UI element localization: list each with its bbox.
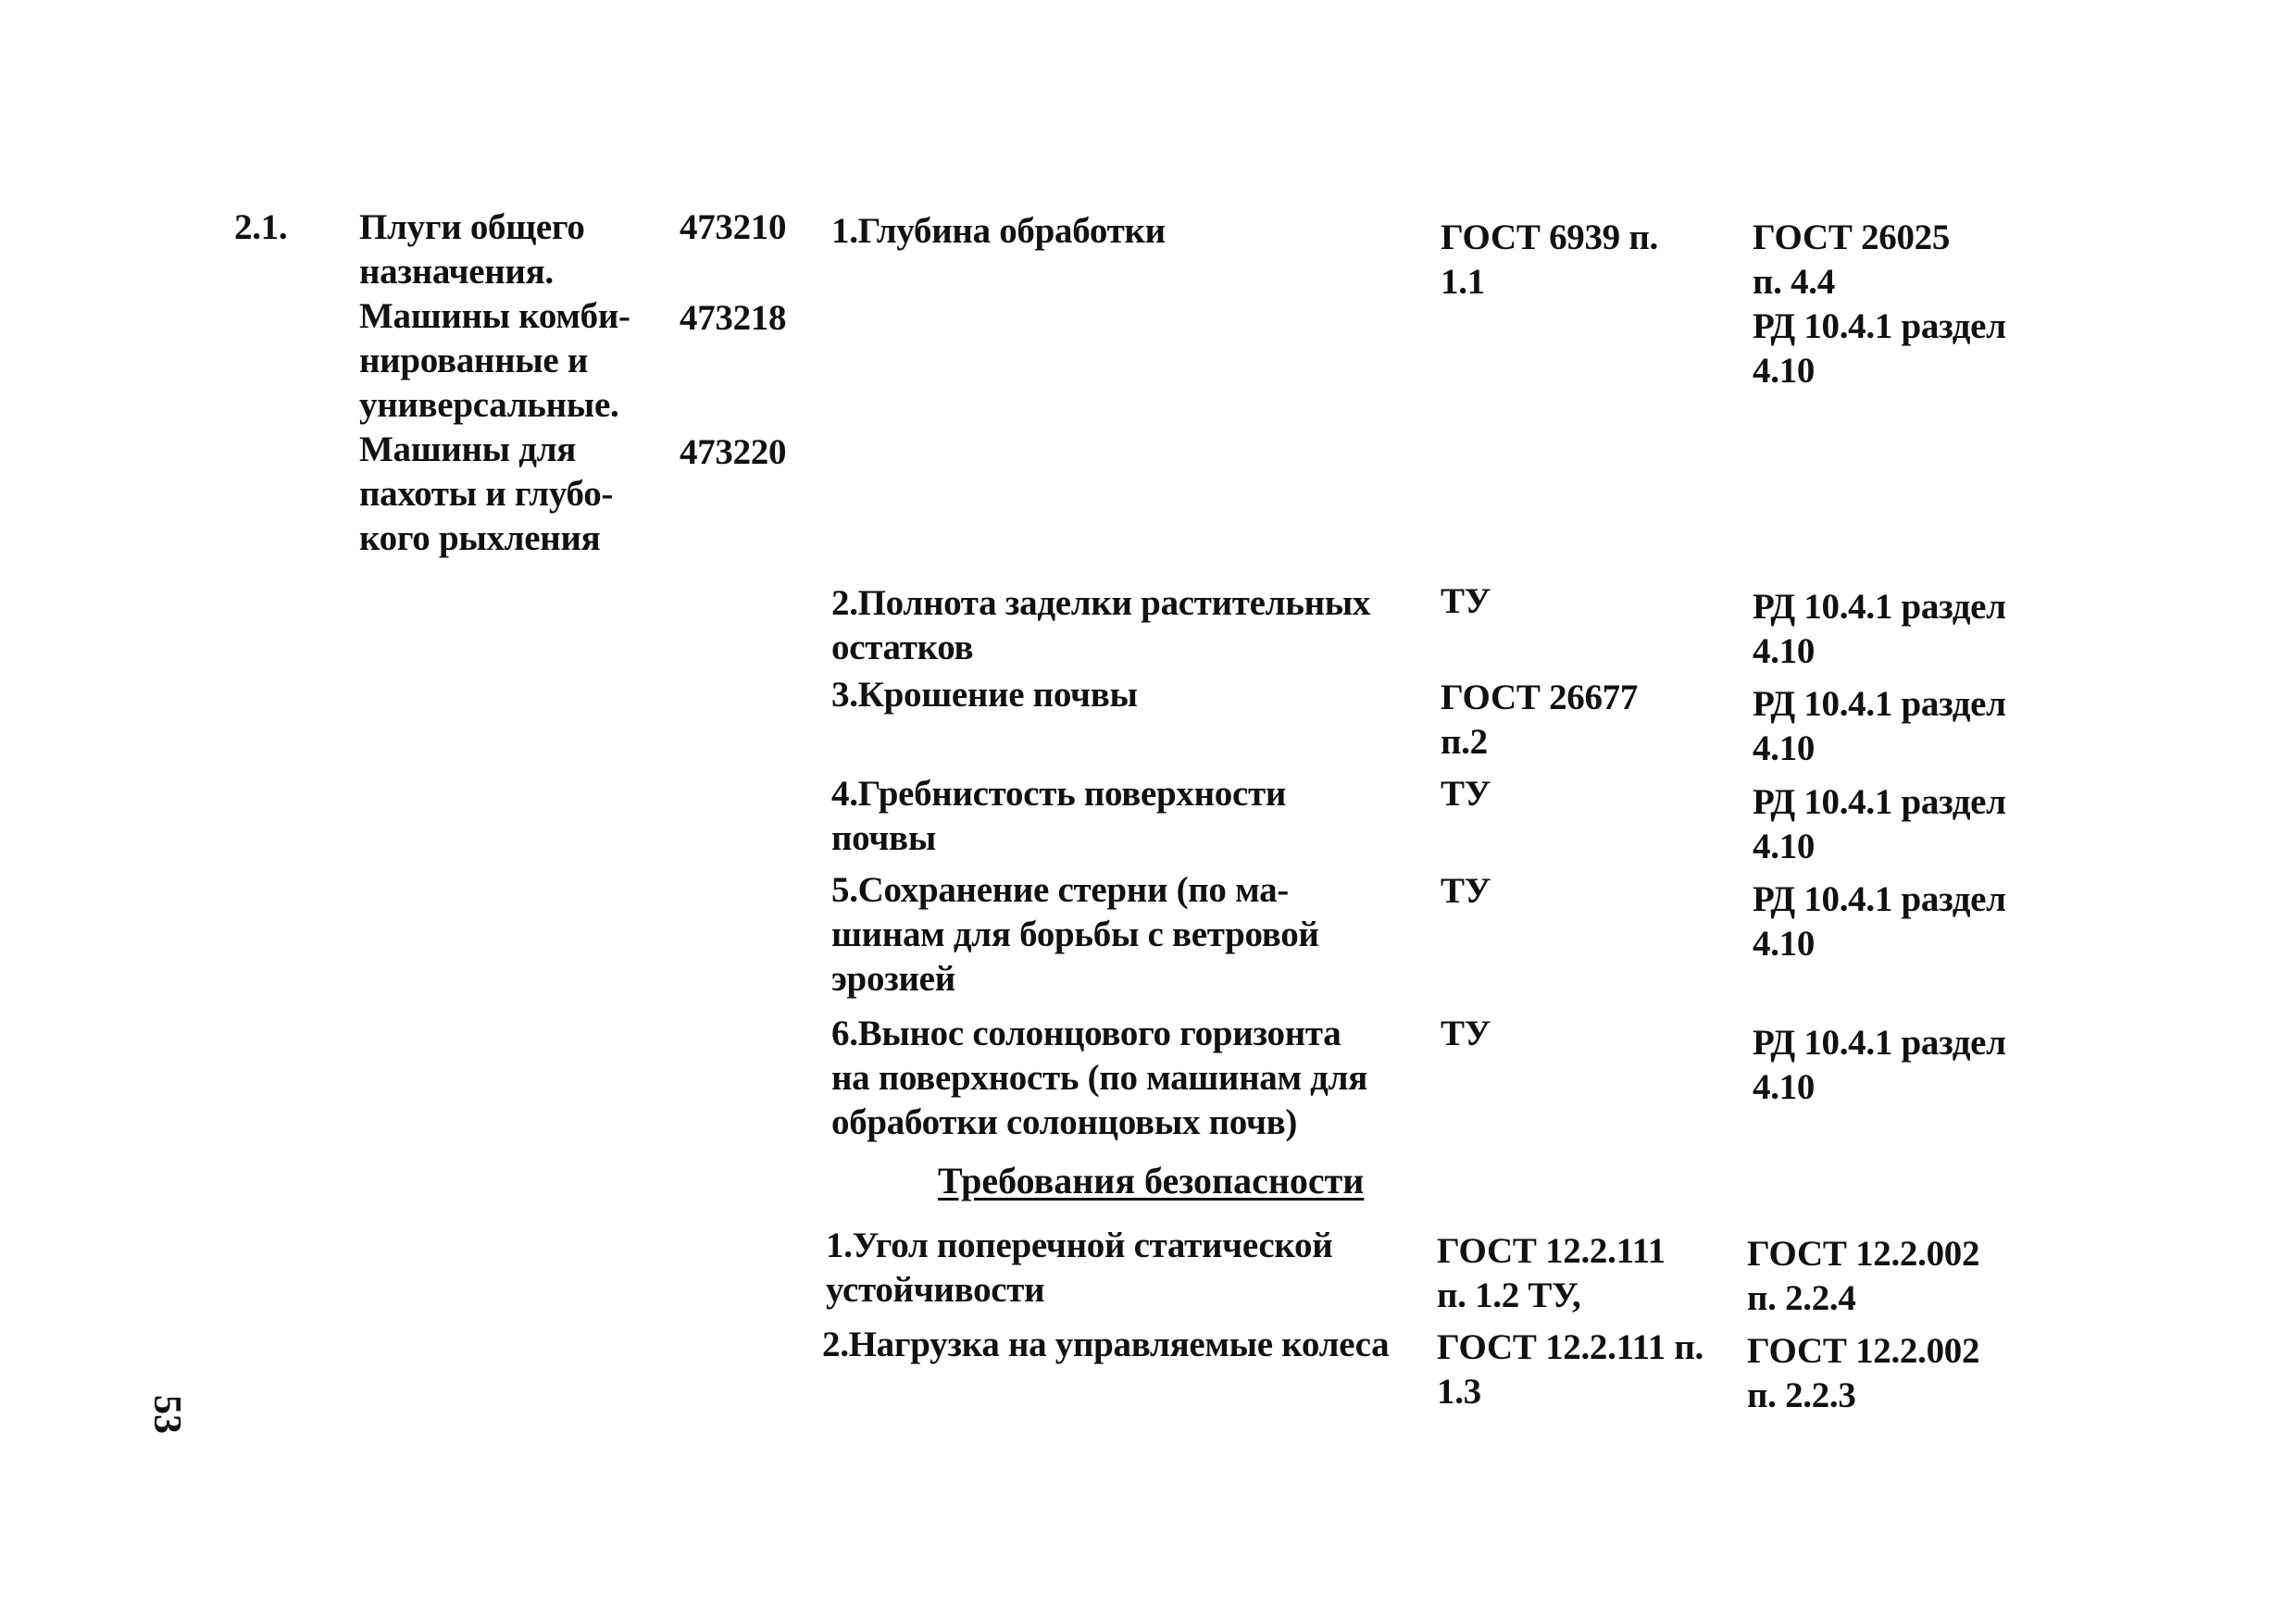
indicator-cell: 5.Сохранение стерни (по ма- шинам для борьбы с ветровой эрозией [831, 870, 1319, 999]
indicator-cell: 1.Глубина обработки [831, 211, 1166, 251]
spec-cell: ГОСТ 26677 п.2 [1441, 678, 1639, 762]
method-cell: ГОСТ 12.2.002 п. 2.2.4 [1747, 1234, 1980, 1318]
method-cell: ГОСТ 26025 п. 4.4 РД 10.4.1 раздел 4.10 [1753, 218, 2006, 391]
item-code: 473220 [680, 432, 787, 472]
indicator-cell: 2.Полнота заделки растительных остатков [831, 583, 1371, 667]
spec-cell: ТУ [1441, 871, 1491, 911]
indicator-cell: 6.Вынос солонцового горизонта на поверхность (по машинам для обработки солонцовых почв) [831, 1014, 1367, 1142]
method-cell: РД 10.4.1 раздел 4.10 [1753, 1023, 2006, 1107]
spec-cell: ГОСТ 12.2.111 п. 1.3 [1437, 1327, 1703, 1412]
indicator-cell: 1.Угол поперечной статической устойчивости [826, 1226, 1333, 1310]
method-cell: РД 10.4.1 раздел 4.10 [1753, 587, 2006, 671]
spec-cell: ГОСТ 6939 п. 1.1 [1441, 218, 1658, 302]
method-cell: РД 10.4.1 раздел 4.10 [1753, 782, 2006, 866]
method-cell: ГОСТ 12.2.002 п. 2.2.3 [1747, 1331, 1980, 1415]
item-number: 2.1. [234, 207, 288, 247]
item-code: 473218 [680, 298, 787, 338]
item-names: Плуги общего назначения. Машины комби- нированные и универсальные. Машины для пахоты и глубо- кого рыхления [359, 207, 630, 558]
indicator-cell: 2.Нагрузка на управляемые колеса [822, 1325, 1390, 1364]
item-code: 473210 [680, 207, 787, 247]
spec-cell: ТУ [1441, 1014, 1491, 1053]
spec-cell: ТУ [1441, 774, 1491, 814]
section-heading: Требования безопасности [938, 1160, 1365, 1201]
indicator-cell: 3.Крошение почвы [831, 675, 1138, 715]
method-cell: РД 10.4.1 раздел 4.10 [1753, 879, 2006, 964]
spec-cell: ГОСТ 12.2.111 п. 1.2 ТУ, [1437, 1231, 1666, 1315]
indicator-cell: 4.Гребнистость поверхности почвы [831, 774, 1287, 858]
spec-cell: ТУ [1441, 581, 1491, 621]
page-number: 53 [145, 1395, 188, 1434]
method-cell: РД 10.4.1 раздел 4.10 [1753, 684, 2006, 768]
